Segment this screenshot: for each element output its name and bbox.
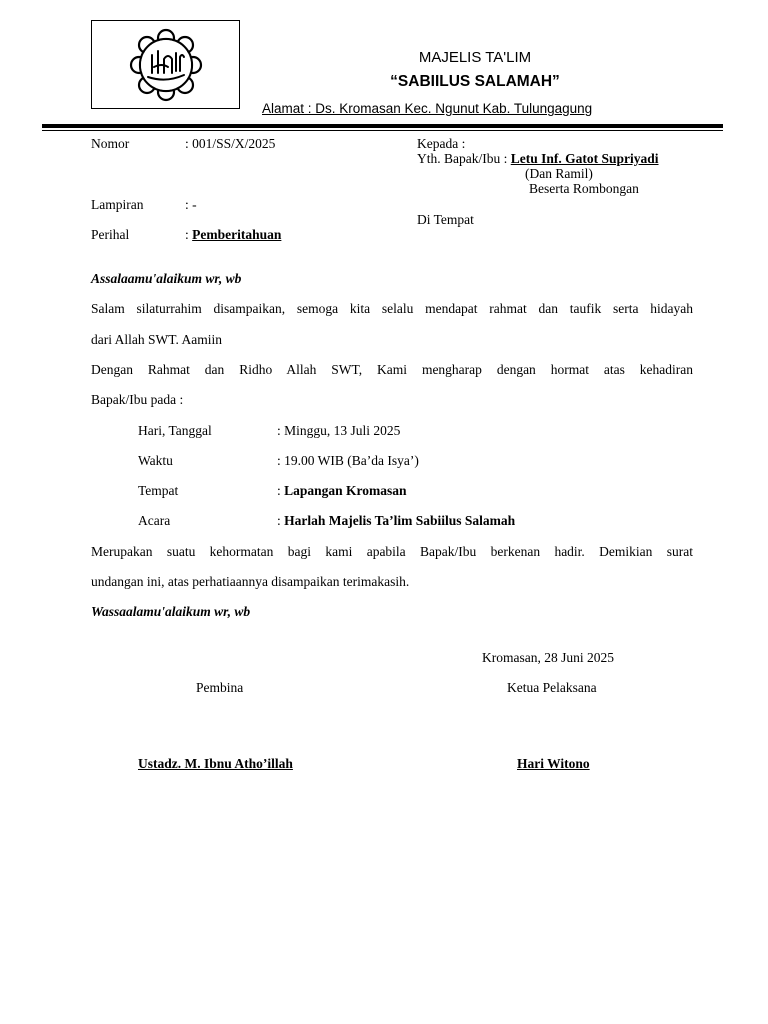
yth-label: Yth. Bapak/Ibu : [417, 151, 511, 166]
paragraph-1-line-1: Salam silaturrahim disampaikan, semoga kita selalu mendapat rahmat dan taufik serta hidayah [91, 301, 693, 316]
recipient-entourage: Beserta Rombongan [529, 181, 639, 196]
header-divider-thick [42, 124, 723, 128]
detail-label-day-date: Hari, Tanggal [138, 423, 212, 438]
left-signatory-role: Pembina [196, 680, 244, 695]
recipient-place: Di Tempat [417, 212, 474, 227]
islamic-calligraphy-emblem-icon [118, 27, 214, 103]
detail-label-time: Waktu [138, 453, 173, 468]
paragraph-1-line-2: dari Allah SWT. Aamiin [91, 332, 222, 347]
paragraph-3-line-2: undangan ini, atas perhatiaannya disampaikan terimakasih. [91, 574, 410, 589]
organization-type: MAJELIS TA'LIM [418, 49, 532, 66]
kepada-label: Kepada : [417, 136, 466, 151]
recipient-name: Letu Inf. Gatot Supriyadi [510, 151, 659, 166]
header-divider-thin [42, 130, 723, 131]
organization-address: Alamat : Ds. Kromasan Kec. Ngunut Kab. Tulungagung [262, 101, 593, 116]
detail-label-place: Tempat [138, 483, 179, 498]
recipient-role: (Dan Ramil) [525, 166, 593, 181]
paragraph-2-line-2: Bapak/Ibu pada : [91, 392, 184, 407]
right-signatory-name: Hari Witono [517, 756, 590, 771]
logo-frame [91, 20, 240, 109]
lampiran-value: : - [185, 197, 197, 212]
letter-date: Kromasan, 28 Juni 2025 [482, 650, 614, 665]
perihal-colon: : [185, 227, 193, 242]
detail-value-place: : Lapangan Kromasan [277, 483, 407, 498]
nomor-label: Nomor [91, 136, 130, 151]
detail-label-event: Acara [138, 513, 171, 528]
organization-name: “SABIILUS SALAMAH” [390, 73, 560, 90]
recipient-line [417, 151, 659, 167]
greeting: Assalaamu'alaikum wr, wb [91, 271, 242, 286]
detail-value-event: : Harlah Majelis Ta’lim Sabiilus Salamah [277, 513, 516, 528]
closing-greeting: Wassaalamu'alaikum wr, wb [91, 604, 251, 619]
perihal-value: Pemberitahuan [192, 227, 282, 242]
left-signatory-name: Ustadz. M. Ibnu Atho’illah [138, 756, 293, 771]
detail-value-time: : 19.00 WIB (Ba’da Isya’) [277, 453, 419, 468]
detail-value-day-date: : Minggu, 13 Juli 2025 [277, 423, 401, 438]
lampiran-label: Lampiran [91, 197, 144, 212]
paragraph-3-line-1: Merupakan suatu kehormatan bagi kami apabila Bapak/Ibu berkenan hadir. Demikian surat [91, 544, 693, 559]
perihal-label: Perihal [91, 227, 130, 242]
perihal-field [185, 227, 281, 243]
nomor-value: : 001/SS/X/2025 [185, 136, 276, 151]
paragraph-2-line-1: Dengan Rahmat dan Ridho Allah SWT, Kami mengharap dengan hormat atas kehadiran [91, 362, 693, 377]
right-signatory-role: Ketua Pelaksana [507, 680, 597, 695]
